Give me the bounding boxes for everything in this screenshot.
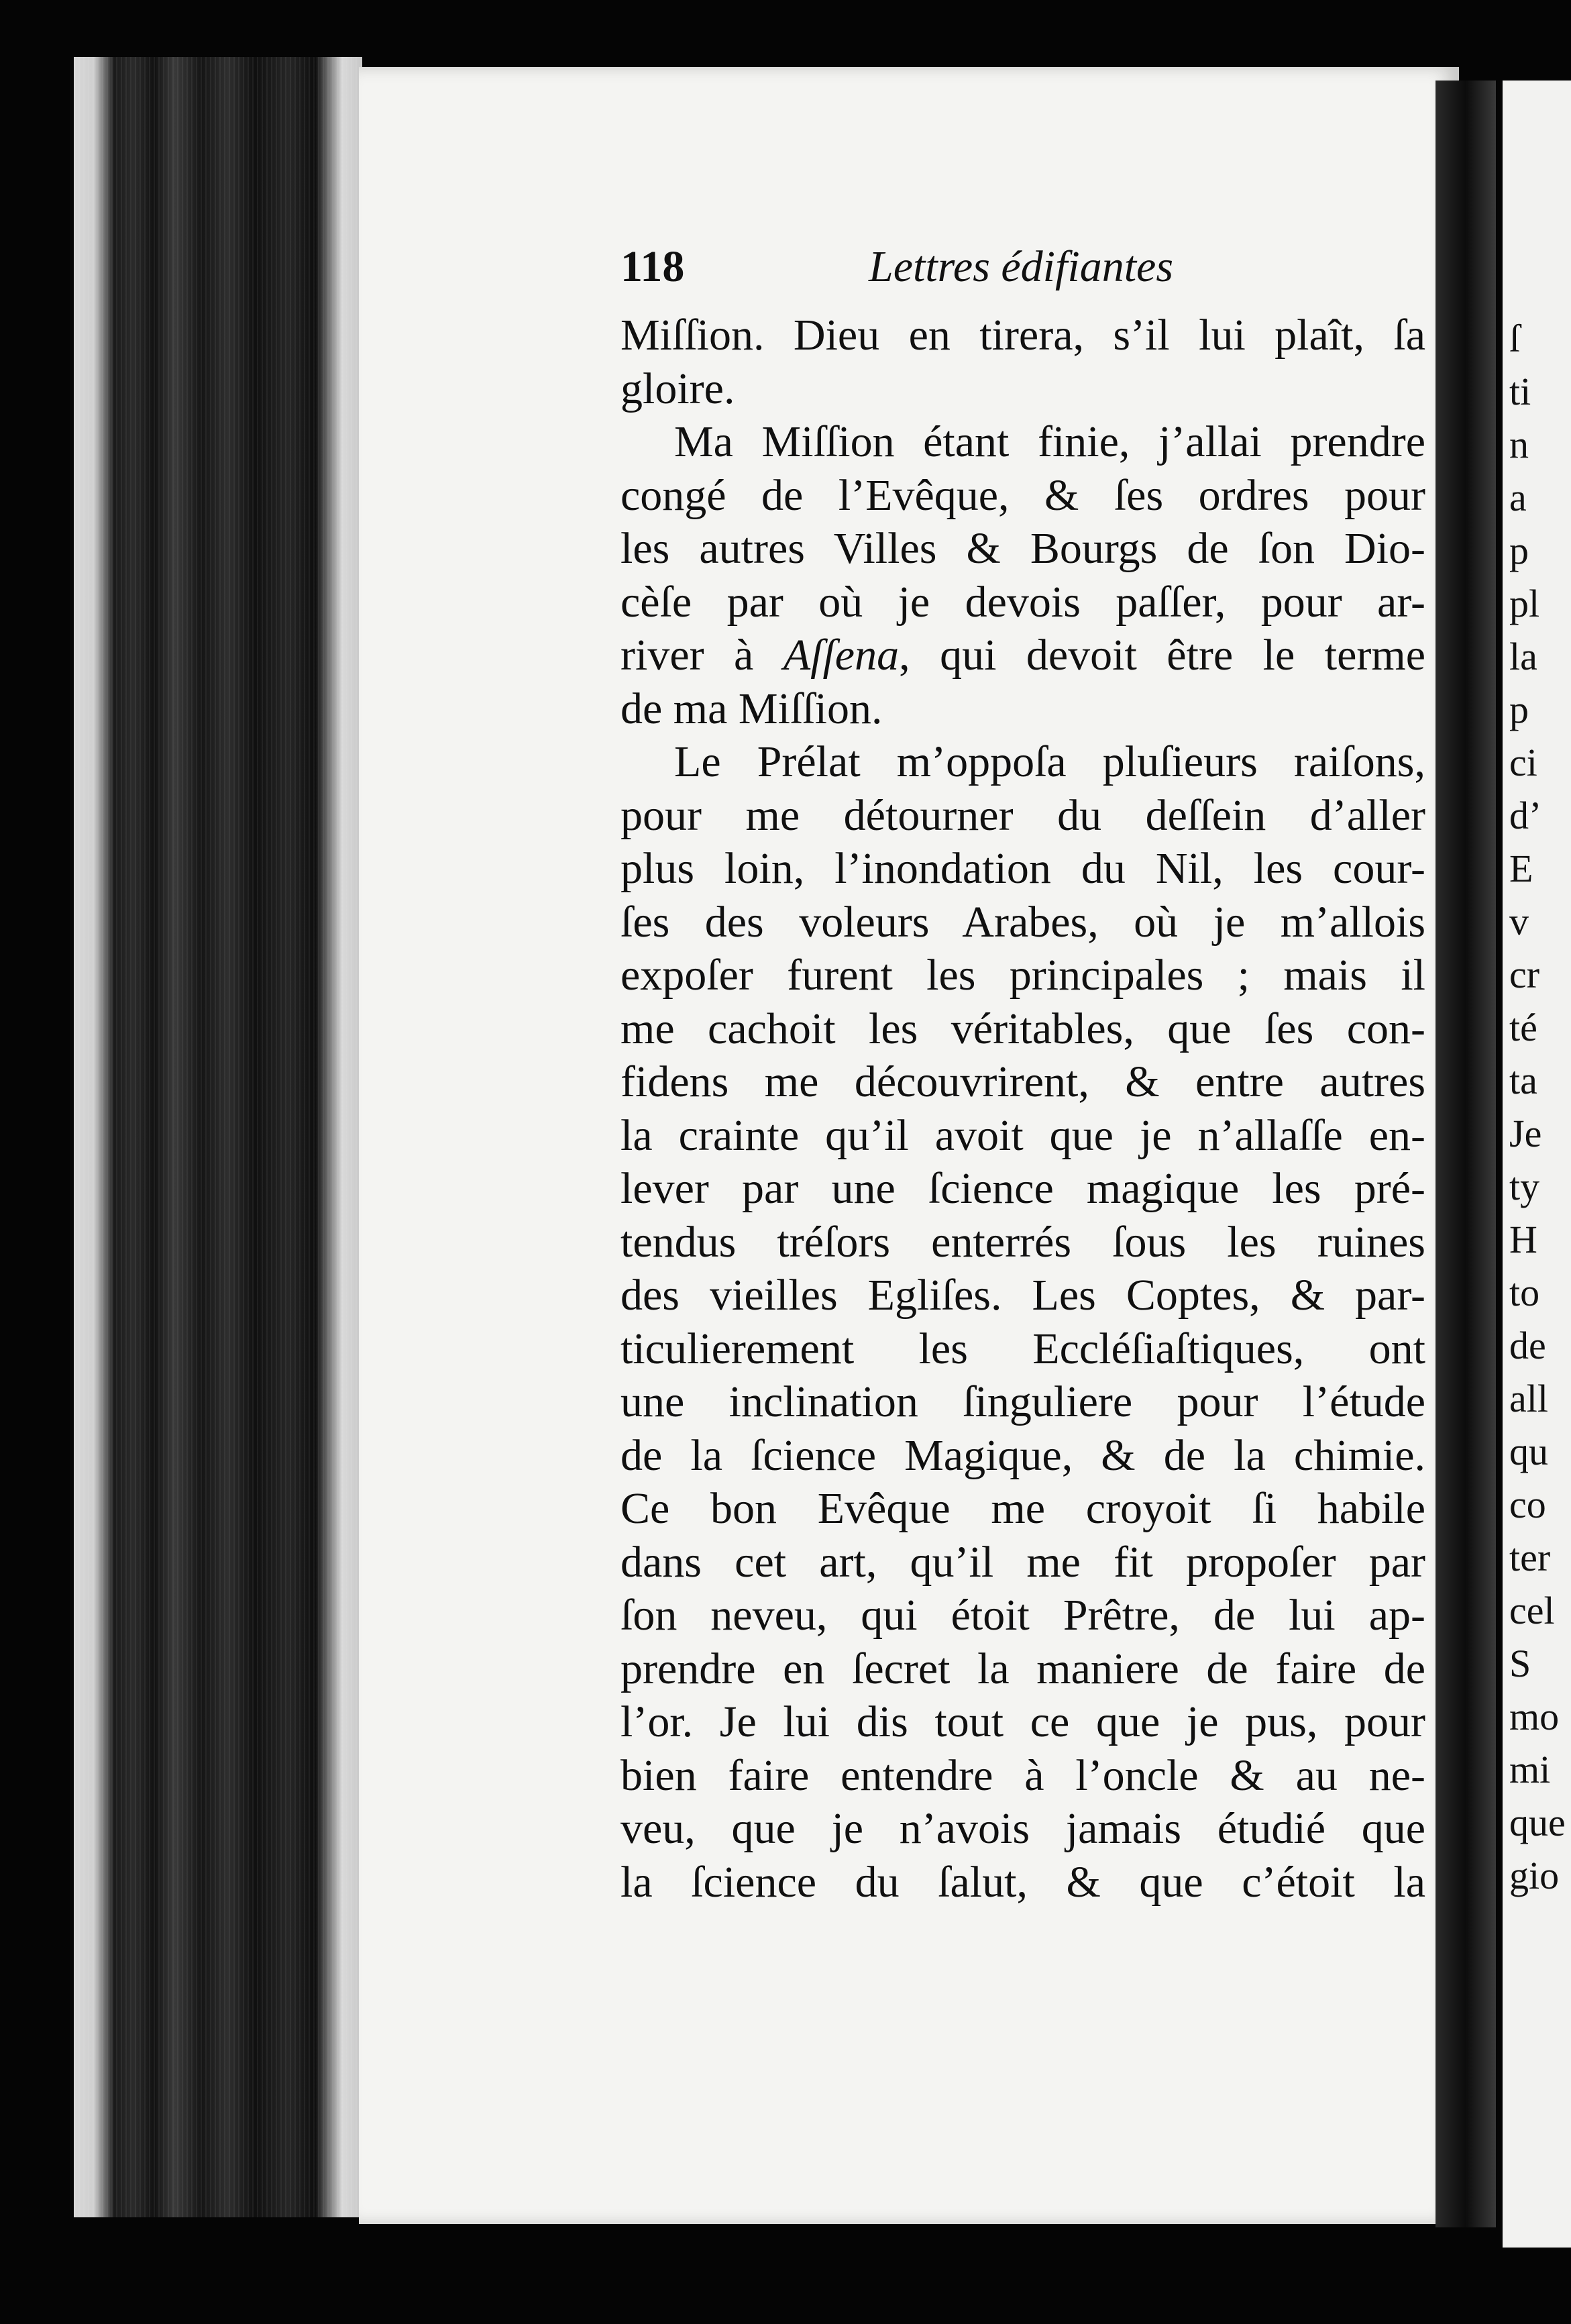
text-line: me cachoit les véritables, que ſes con-	[620, 1004, 1425, 1053]
text-line: l’or. Je lui dis tout ce que je pus, pour	[620, 1697, 1425, 1746]
text-line: congé de l’Evêque, & ſes ordres pour	[620, 470, 1425, 520]
text-line: fidens me découvrirent, & entre autres	[620, 1057, 1425, 1106]
text-line: plus loin, l’inondation du Nil, les cour-	[620, 844, 1425, 893]
text-line: river à Aſſena, qui devoit être le terme	[620, 631, 1425, 680]
facing-page-fragment: ter	[1509, 1536, 1551, 1579]
text-line: pour me détourner du deſſein d’aller	[620, 790, 1425, 840]
text-line: gloire.	[620, 364, 735, 413]
running-title: Lettres édifiantes	[869, 242, 1174, 291]
facing-page-fragment: que	[1509, 1801, 1566, 1844]
facing-page-fragment: n	[1509, 423, 1529, 466]
facing-page-fragment: la	[1509, 635, 1537, 678]
facing-page-fragment: v	[1509, 900, 1529, 943]
facing-page-fragment: d’	[1509, 794, 1542, 837]
text-line: ſon neveu, qui étoit Prêtre, de lui ap-	[620, 1591, 1425, 1640]
facing-page-fragment: gio	[1509, 1854, 1560, 1897]
page-number: 118	[620, 242, 685, 291]
text-line: la crainte qu’il avoit que je n’allaſſe en-	[620, 1110, 1425, 1160]
body-text	[620, 309, 1425, 1909]
text-line: lever par une ſcience magique les pré-	[620, 1164, 1425, 1213]
text-line: de ma Miſſion.	[620, 684, 883, 733]
text-line: de la ſcience Magique, & de la chimie.	[620, 1430, 1425, 1480]
text-line: cèſe par où je devois paſſer, pour ar-	[620, 577, 1425, 627]
book-gutter	[1435, 81, 1496, 2227]
facing-page-fragment: ta	[1509, 1059, 1537, 1102]
text-line: Miſſion. Dieu en tirera, s’il lui plaît, ſa	[620, 311, 1425, 360]
facing-page-fragment: pl	[1509, 582, 1540, 625]
text-line: tendus tréſors enterrés ſous les ruines	[620, 1217, 1425, 1267]
facing-page-fragment: all	[1509, 1377, 1548, 1420]
text-line: expoſer furent les principales ; mais il	[620, 951, 1425, 1000]
text-line: bien faire entendre à l’oncle & au ne-	[620, 1750, 1425, 1800]
facing-page-fragment: ti	[1509, 370, 1531, 413]
facing-page-fragment: mo	[1509, 1695, 1560, 1738]
text-line: ticulierement les Eccléſiaſtiques, ont	[620, 1324, 1425, 1373]
facing-page-fragment: co	[1509, 1483, 1546, 1526]
text-line: veu, que je n’avois jamais étudié que	[620, 1804, 1425, 1853]
text-line: Ma Miſſion étant finie, j’allai prendre	[674, 417, 1425, 466]
facing-page-fragment: H	[1509, 1218, 1537, 1261]
text-line: les autres Villes & Bourgs de ſon Dio-	[620, 524, 1425, 573]
facing-page-fragment: to	[1509, 1271, 1540, 1314]
text-line: des vieilles Egliſes. Les Coptes, & par-	[620, 1271, 1425, 1320]
facing-page-edge	[1503, 81, 1571, 2248]
facing-page-text	[1503, 312, 1566, 1902]
facing-page-fragment: p	[1509, 529, 1529, 572]
facing-page-fragment: cr	[1509, 953, 1540, 996]
facing-page-fragment: p	[1509, 688, 1529, 731]
facing-page-fragment: S	[1509, 1642, 1531, 1685]
text-line: dans cet art, qu’il me fit propoſer par	[620, 1537, 1425, 1587]
facing-page-fragment: ci	[1509, 741, 1537, 784]
text-line: la ſcience du ſalut, & que c’étoit la	[620, 1857, 1425, 1907]
facing-page-fragment: ſ	[1509, 317, 1521, 360]
facing-page-fragment: a	[1509, 476, 1527, 519]
text-line: une inclination ſinguliere pour l’étude	[620, 1377, 1425, 1426]
facing-page-fragment: té	[1509, 1006, 1537, 1049]
facing-page-fragment: Je	[1509, 1112, 1542, 1155]
text-line: Ce bon Evêque me croyoit ſi habile	[620, 1484, 1425, 1533]
facing-page-fragment: ty	[1509, 1165, 1540, 1208]
text-line: prendre en ſecret la maniere de faire de	[620, 1644, 1425, 1693]
facing-page-fragment: cel	[1509, 1589, 1555, 1632]
facing-page-fragment: mi	[1509, 1748, 1551, 1791]
facing-page-fragment: qu	[1509, 1430, 1548, 1473]
text-line: ſes des voleurs Arabes, où je m’allois	[620, 897, 1425, 947]
text-line: Le Prélat m’oppoſa pluſieurs raiſons,	[674, 737, 1425, 786]
place-name-italic: Aſſena	[783, 631, 900, 680]
facing-page-fragment: de	[1509, 1324, 1546, 1367]
facing-page-fragment: E	[1509, 847, 1533, 890]
book-fore-edge	[74, 57, 362, 2217]
page-header	[620, 242, 1425, 302]
